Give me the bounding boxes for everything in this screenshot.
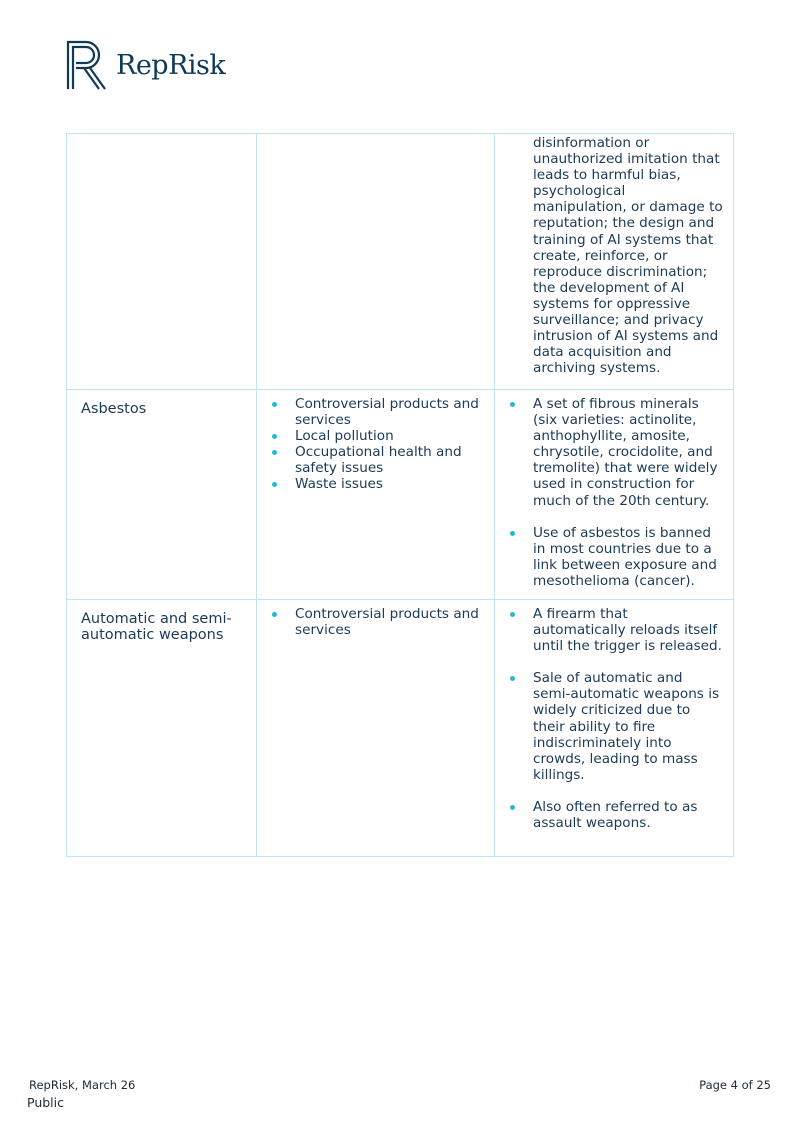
issues-cell bbox=[257, 600, 495, 857]
description-cell bbox=[495, 600, 734, 857]
description-list bbox=[495, 390, 733, 595]
table-row bbox=[67, 390, 734, 600]
footer-date: RepRisk, March 26 bbox=[29, 1078, 136, 1092]
description-list bbox=[495, 600, 733, 837]
topic-name: Asbestos bbox=[81, 401, 147, 417]
description-cell bbox=[495, 134, 734, 390]
footer-classification: Public bbox=[27, 1095, 64, 1110]
topic-cell bbox=[67, 390, 257, 600]
list-item: A set of fibrous minerals (six varieties: actinolite, anthophyllite, amosite, chrysotile, crocidolite, and tremolite) that were widely used in construction for much of the 20th century. bbox=[495, 396, 723, 509]
list-item: A firearm that automatically reloads itself until the trigger is released. bbox=[495, 606, 723, 654]
footer-page-number: Page 4 of 25 bbox=[699, 1078, 771, 1092]
table-row bbox=[67, 134, 734, 390]
reprisk-logo bbox=[66, 40, 225, 90]
list-item: Controversial products and services bbox=[257, 606, 484, 638]
reprisk-logo-icon bbox=[66, 40, 108, 90]
description-continuation: disinformation or unauthorized imitation that leads to harmful bias, psychological manipulation, or damage to reputation; the design and training of AI systems that create, reinforce, or reproduce discrimination; the development of AI systems for oppressive surveillance; and privacy intrusion of AI systems and data acquisition and archiving systems. bbox=[533, 135, 723, 377]
list-item: Sale of automatic and semi-automatic weapons is widely criticized due to their ability to fire indiscriminately into crowds, leading to mass killings. bbox=[495, 670, 723, 783]
topics-table bbox=[66, 133, 734, 857]
topic-cell bbox=[67, 600, 257, 857]
topic-name: Automatic and semi-automatic weapons bbox=[81, 611, 232, 643]
list-item: Occupational health and safety issues bbox=[257, 444, 484, 476]
list-item: Waste issues bbox=[257, 476, 484, 492]
issues-cell bbox=[257, 134, 495, 390]
list-item: Use of asbestos is banned in most countries due to a link between exposure and mesothelioma (cancer). bbox=[495, 525, 723, 589]
topic-cell bbox=[67, 134, 257, 390]
list-item: Controversial products and services bbox=[257, 396, 484, 428]
table-row bbox=[67, 600, 734, 857]
issues-list bbox=[257, 390, 494, 499]
description-cell bbox=[495, 390, 734, 600]
issues-list bbox=[257, 600, 494, 644]
issues-cell bbox=[257, 390, 495, 600]
logo-wordmark: RepRisk bbox=[116, 49, 226, 81]
list-item: Local pollution bbox=[257, 428, 484, 444]
list-item: Also often referred to as assault weapons. bbox=[495, 799, 723, 831]
